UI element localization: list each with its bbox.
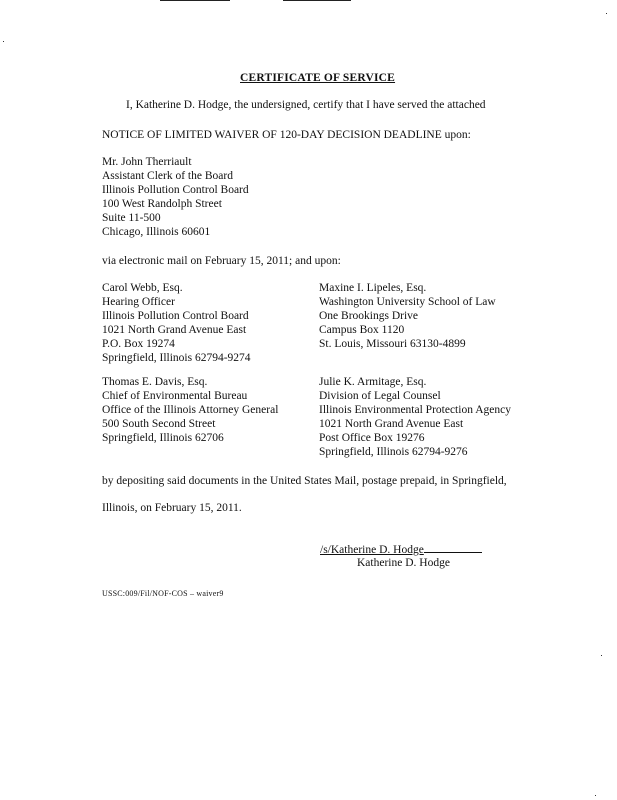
signature-line [320, 543, 482, 557]
scan-speck [606, 13, 607, 14]
address-line: 1021 North Grand Avenue East [102, 324, 247, 336]
address-line: St. Louis, Missouri 63130-4899 [319, 338, 466, 350]
signature-rule [424, 543, 482, 553]
document-title: CERTIFICATE OF SERVICE [240, 72, 396, 84]
address-line: Office of the Illinois Attorney General [102, 404, 279, 416]
via-line: via electronic mail on February 15, 2011; and upon: [102, 255, 341, 267]
recipient-address-webb [102, 281, 251, 365]
scan-top-rule-left [160, 0, 230, 1]
recipient-address-lipeles [319, 281, 496, 351]
address-line: Illinois Pollution Control Board [102, 184, 249, 196]
address-line: Illinois Pollution Control Board [102, 310, 249, 322]
recipient-address-davis [102, 375, 278, 445]
address-line: Post Office Box 19276 [319, 432, 425, 444]
address-line: P.O. Box 19274 [102, 338, 175, 350]
address-line: Springfield, Illinois 62794-9276 [319, 446, 468, 458]
address-line: Suite 11-500 [102, 212, 161, 224]
address-line: Division of Legal Counsel [319, 390, 441, 402]
signatory-name: Katherine D. Hodge [357, 557, 450, 569]
closing-line-2: Illinois, on February 15, 2011. [102, 502, 242, 514]
address-line: Chicago, Illinois 60601 [102, 226, 211, 238]
address-line: One Brookings Drive [319, 310, 419, 322]
recipient-address-armitage [319, 375, 511, 459]
scan-speck [601, 655, 602, 656]
address-line: Campus Box 1120 [319, 324, 405, 336]
address-line: Mr. John Therriault [102, 156, 192, 168]
address-line: Hearing Officer [102, 296, 175, 308]
address-line: 1021 North Grand Avenue East [319, 418, 464, 430]
address-line: Washington University School of Law [319, 296, 496, 308]
address-line: Springfield, Illinois 62706 [102, 432, 224, 444]
closing-line-1: by depositing said documents in the United States Mail, postage prepaid, in Springfield, [102, 475, 507, 487]
address-line: Assistant Clerk of the Board [102, 170, 233, 182]
intro-line-2: NOTICE OF LIMITED WAIVER OF 120-DAY DECISION DEADLINE upon: [102, 129, 471, 141]
intro-line-1: I, Katherine D. Hodge, the undersigned, certify that I have served the attached [126, 99, 486, 111]
address-line: Springfield, Illinois 62794-9274 [102, 352, 251, 364]
address-line: Carol Webb, Esq. [102, 282, 183, 294]
scan-top-rule-right [283, 0, 351, 1]
address-line: Chief of Environmental Bureau [102, 390, 248, 402]
address-line: Thomas E. Davis, Esq. [102, 376, 208, 388]
address-line: Illinois Environmental Protection Agency [319, 404, 511, 416]
address-line: 100 West Randolph Street [102, 198, 222, 210]
scan-speck [3, 41, 4, 42]
electronic-signature: /s/Katherine D. Hodge [320, 544, 424, 556]
address-line: 500 South Second Street [102, 418, 216, 430]
address-line: Maxine I. Lipeles, Esq. [319, 282, 427, 294]
document-footer-code: USSC:009/Fil/NOF-COS – waiver9 [102, 589, 224, 598]
address-line: Julie K. Armitage, Esq. [319, 376, 427, 388]
scan-speck [595, 795, 596, 796]
primary-recipient-address [102, 155, 249, 239]
